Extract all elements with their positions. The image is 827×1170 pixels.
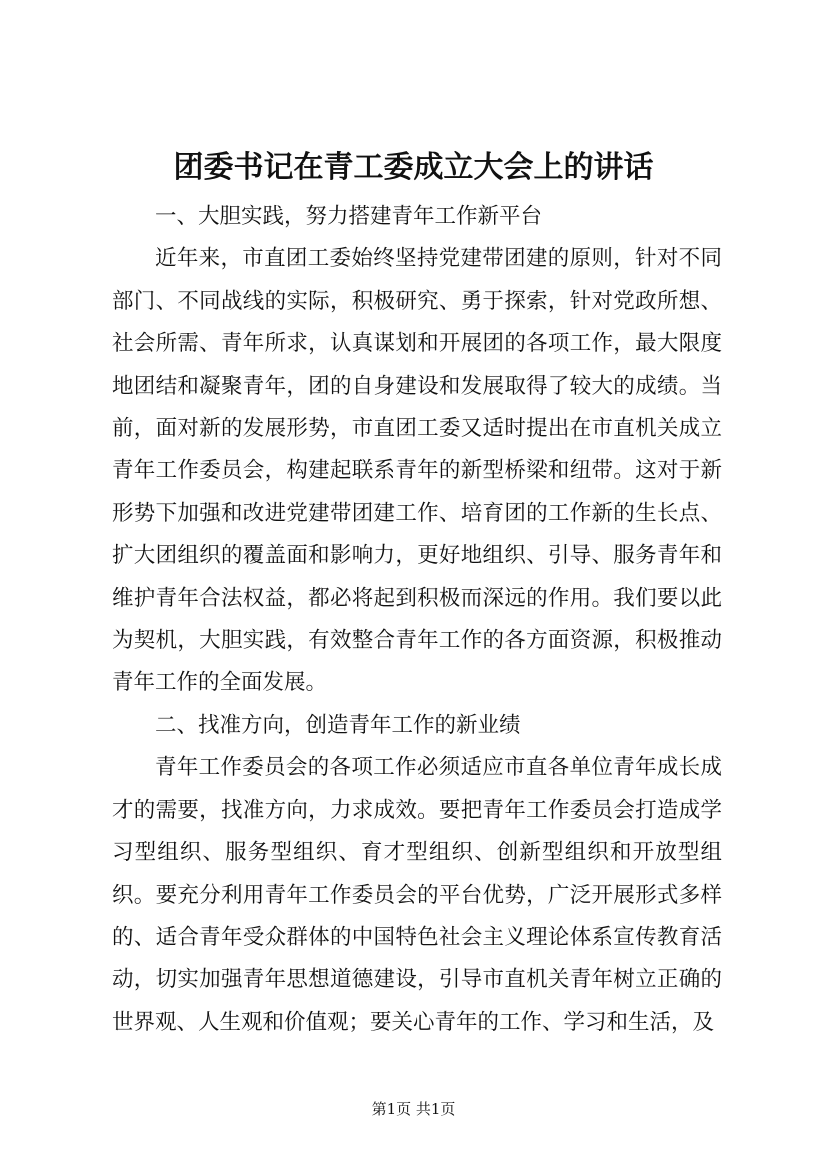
section-heading-2: 二、找准方向，创造青年工作的新业绩 bbox=[155, 712, 521, 738]
body-paragraph-1: 近年来，市直团工委始终坚持党建带团建的原则，针对不同部门、不同战线的实际，积极研究、勇于探索，针对党政所想、社会所需、青年所求，认真谋划和开展团的各项工作，最大限度地团结和凝聚青年，团的自身建设和发展取得了较大的成绩。当前，面对新的发展形势，市直团工委又适时提出在市直机关成立青年工作委员会，构建起联系青年的新型桥梁和纽带。这对于新形势下加强和改进党建带团建工作、培育团的工作新的生长点、扩大团组织的覆盖面和影响力，更好地组织、引导、服务青年和维护青年合法权益，都必将起到积极而深远的作用。我们要以此为契机，大胆实践，有效整合青年工作的各方面资源，积极推动青年工作的全面发展。 bbox=[112, 246, 722, 696]
section-heading-1: 一、大胆实践，努力搭建青年工作新平台 bbox=[155, 204, 543, 229]
document-title: 团委书记在青工委成立大会上的讲话 bbox=[173, 150, 654, 185]
page-footer: 第1页 共1页 bbox=[371, 1100, 456, 1118]
body-paragraph-2: 青年工作委员会的各项工作必须适应市直各单位青年成长成才的需要，找准方向，力求成效。要把青年工作委员会打造成学习型组织、服务型组织、育才型组织、创新型组织和开放型组织。要充分利用青年工作委员会的平台优势，广泛开展形式多样的、适合青年受众群体的中国特色社会主义理论体系宣传教育活动，切实加强青年思想道德建设，引导市直机关青年树立正确的世界观、人生观和价值观；要关心青年的工作、学习和生活，及 bbox=[112, 755, 722, 1035]
document-body bbox=[112, 196, 722, 1044]
